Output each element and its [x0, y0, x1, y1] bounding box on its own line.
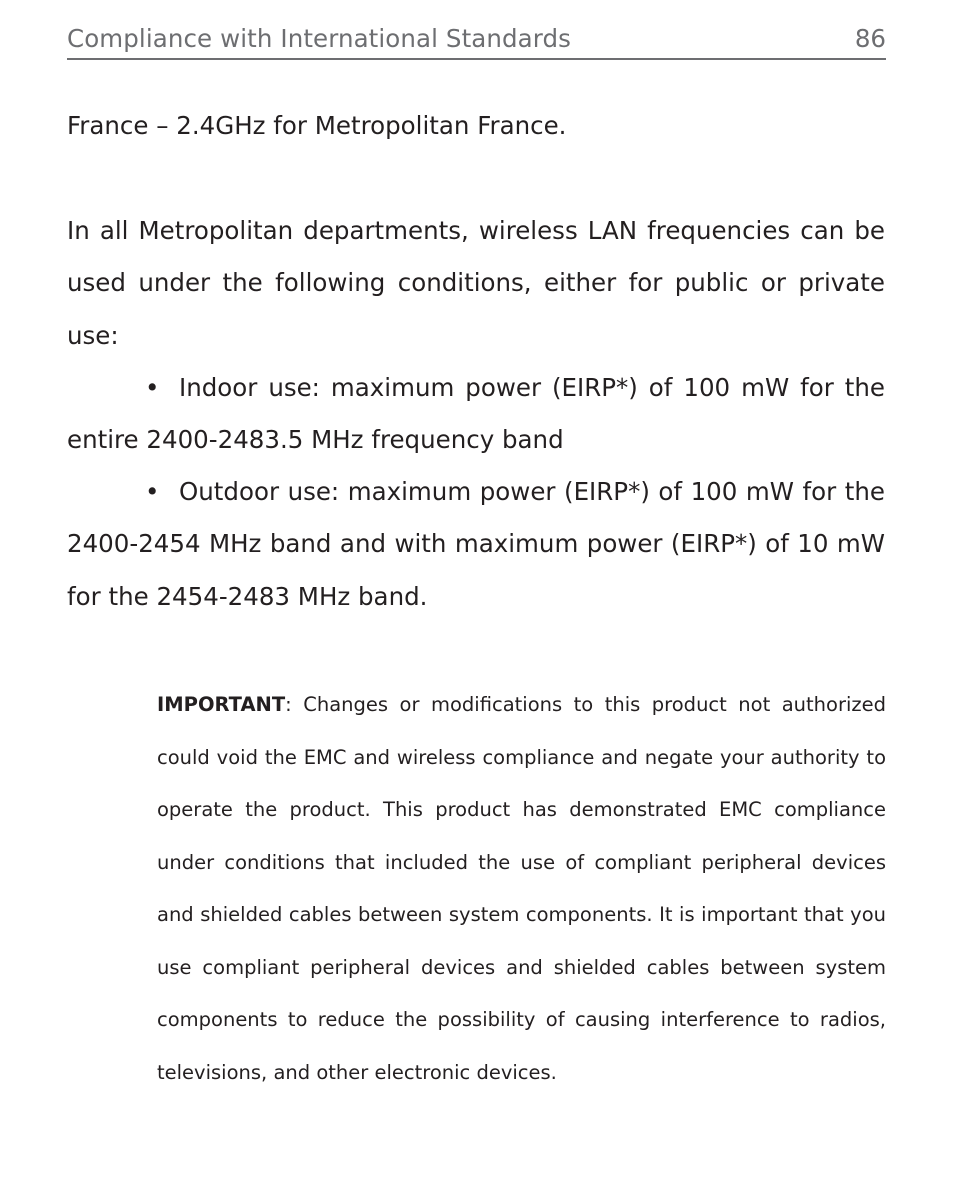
important-label: IMPORTANT: [157, 693, 286, 716]
important-note: [157, 679, 886, 1099]
paragraph-metropolitan: In all Metropolitan departments, wireless LAN frequencies can be used under the following conditions, either for public or private use:: [67, 216, 885, 350]
paragraph-france: France – 2.4GHz for Metropolitan France.: [67, 111, 567, 140]
bullet-item-outdoor: [67, 466, 885, 623]
bullet-text: Indoor use: maximum power (EIRP*) of 100 mW for the entire 2400-2483.5 MHz frequency band: [67, 373, 885, 455]
important-text: : Changes or modifications to this product not authorized could void the EMC and wireless compliance and negate your authority to operate the product. This product has demonstrated EMC compliance under conditions that included the use of compliant peripheral devices and shielded cables between system components. It is important that you use compliant peripheral devices and shielded cables between system components to reduce the possibility of causing interference to radios, televisions, and other electronic devices.: [157, 693, 886, 1084]
page-number: 86: [854, 24, 886, 53]
page-header: [67, 22, 886, 60]
bullet-icon: •: [145, 373, 160, 402]
section-title: Compliance with International Standards: [67, 24, 572, 53]
bullet-item-indoor: [67, 362, 885, 467]
bullet-icon: •: [145, 477, 160, 506]
bullet-text: Outdoor use: maximum power (EIRP*) of 100 mW for the 2400-2454 MHz band and with maximum power (EIRP*) of 10 mW for the 2454-2483 MHz band.: [67, 477, 885, 611]
